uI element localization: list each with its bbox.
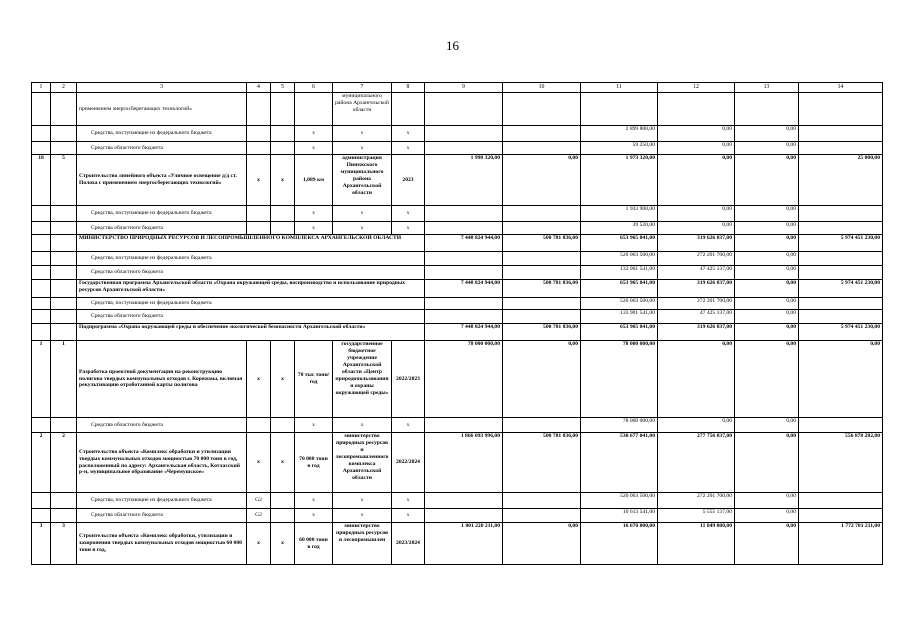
table-cell: 7 448 824 944,00 (425, 324, 503, 341)
table-cell (32, 310, 51, 324)
table-cell: 0,00 (735, 341, 799, 418)
table-cell: администрация Пинежского муниципального района Архангельской области (333, 155, 392, 206)
table-cell (247, 126, 271, 142)
table-cell: 0,00 (735, 493, 799, 509)
table-cell (51, 298, 77, 310)
table-cell: 520 063 500,00 (581, 298, 658, 310)
table-cell (271, 222, 295, 235)
table-row (32, 324, 883, 341)
table-cell: x (271, 433, 295, 493)
table-cell: 59 250,00 (581, 142, 658, 155)
table-cell: x (333, 418, 392, 433)
table-cell: x (271, 341, 295, 418)
table-cell: 0,00 (735, 222, 799, 235)
table-cell (51, 93, 77, 126)
table-row (32, 310, 883, 324)
funding-source-label: Средства, поступающие из федерального бюджета (77, 252, 425, 266)
table-row (32, 418, 883, 433)
table-cell: 0,00 (658, 341, 735, 418)
table-cell (799, 252, 883, 266)
table-cell: государственное бюджетное учреждение Архангельской области «Центр природопользования и охраны окружающей среды» (333, 341, 392, 418)
table-cell (799, 206, 883, 222)
table-cell (247, 418, 271, 433)
table-cell (799, 493, 883, 509)
table-cell (503, 252, 581, 266)
object-name: Строительство объекта «Комплекс обработки, утилизации и захоронения твердых коммунальных отходов мощностью 60 000 тонн в год, (77, 523, 247, 565)
table-row (32, 266, 883, 280)
table-cell (51, 266, 77, 280)
table-cell (32, 235, 51, 252)
table-cell: 60 000 тонн в год (295, 523, 333, 565)
table-cell: 11 849 000,00 (658, 523, 735, 565)
table-cell: x (295, 509, 333, 523)
table-cell (799, 509, 883, 523)
table-row (32, 298, 883, 310)
table-cell (32, 206, 51, 222)
table-cell (32, 93, 51, 126)
table-row (32, 280, 883, 298)
table-cell (271, 93, 295, 126)
table-cell: 2 (32, 433, 51, 493)
table-cell (658, 93, 735, 126)
table-cell: x (392, 509, 425, 523)
table-cell: 133 901 541,00 (581, 310, 658, 324)
table-cell: 319 626 837,00 (658, 280, 735, 298)
table-cell (503, 142, 581, 155)
table-cell: 18 (32, 155, 51, 206)
table-cell: G2 (247, 509, 271, 523)
table-cell: 2023/2024 (392, 523, 425, 565)
column-header: 3 (77, 83, 247, 93)
table-cell: 25 000,00 (799, 155, 883, 206)
table-row (32, 93, 883, 126)
table-cell: 1 933 900,00 (581, 206, 658, 222)
funding-source-label: Средства областного бюджета (77, 222, 247, 235)
column-header: 5 (271, 83, 295, 93)
budget-table (31, 82, 883, 565)
table-cell: 2 899 800,00 (581, 126, 658, 142)
column-header: 12 (658, 83, 735, 93)
table-cell: 2 (51, 433, 77, 493)
column-header: 13 (735, 83, 799, 93)
table-cell (32, 298, 51, 310)
table-cell (503, 206, 581, 222)
table-cell (271, 206, 295, 222)
table-cell (271, 126, 295, 142)
table-cell: 500 781 836,00 (503, 433, 581, 493)
table-cell: 3 (51, 523, 77, 565)
table-cell (51, 235, 77, 252)
table-cell (51, 252, 77, 266)
table-cell (425, 142, 503, 155)
table-cell: 0,00 (658, 126, 735, 142)
table-cell: 653 965 041,00 (581, 280, 658, 298)
table-cell: x (392, 418, 425, 433)
table-cell: 0,00 (503, 341, 581, 418)
table-cell (425, 93, 503, 126)
table-cell: 5 (51, 155, 77, 206)
table-cell: 500 781 836,00 (503, 280, 581, 298)
table-cell (425, 266, 503, 280)
table-cell: 0,00 (735, 310, 799, 324)
table-cell: 1,089 км (295, 155, 333, 206)
table-cell (271, 142, 295, 155)
table-cell: 520 063 500,00 (581, 493, 658, 509)
table-cell (51, 509, 77, 523)
table-cell: x (333, 493, 392, 509)
table-cell: x (295, 418, 333, 433)
table-cell (799, 310, 883, 324)
column-header: 7 (333, 83, 392, 93)
table-cell: x (295, 126, 333, 142)
table-cell (51, 206, 77, 222)
table-cell: 0,00 (658, 206, 735, 222)
table-row (32, 252, 883, 266)
table-cell: 78 000 000,00 (425, 341, 503, 418)
table-row (32, 155, 883, 206)
table-cell (51, 222, 77, 235)
table-cell (503, 266, 581, 280)
table-cell (32, 493, 51, 509)
table-cell (799, 222, 883, 235)
table-cell: 0,00 (735, 298, 799, 310)
table-cell: 0,00 (735, 523, 799, 565)
table-cell (247, 206, 271, 222)
table-cell (503, 509, 581, 523)
table-cell (799, 142, 883, 155)
funding-source-label: Средства областного бюджета (77, 509, 247, 523)
object-name: Разработка проектной документации на реконструкцию полигона твердых коммунальных отходов г. Коряжмы, включая рекультивацию отработанной карты полигона (77, 341, 247, 418)
column-header: 11 (581, 83, 658, 93)
section-title: МИНИСТЕРСТВО ПРИРОДНЫХ РЕСУРСОВ И ЛЕСОПРОМЫШЛЕННОГО КОМПЛЕКСА АРХАНГЕЛЬСКОЙ ОБЛАСТИ (77, 235, 425, 252)
table-cell: 1 998 320,00 (425, 155, 503, 206)
table-cell: 47 425 137,00 (658, 266, 735, 280)
column-header: 8 (392, 83, 425, 93)
table-cell: 0,00 (735, 235, 799, 252)
table-cell: 2023 (392, 155, 425, 206)
table-cell: x (333, 206, 392, 222)
table-cell: x (271, 523, 295, 565)
table-cell (32, 509, 51, 523)
table-cell: 520 063 500,00 (581, 252, 658, 266)
table-cell: 277 756 837,00 (658, 433, 735, 493)
table-cell: x (247, 433, 271, 493)
table-cell (271, 418, 295, 433)
table-cell: 0,00 (799, 341, 883, 418)
table-cell: 272 201 700,00 (658, 493, 735, 509)
table-cell: 1 (32, 341, 51, 418)
table-cell: 47 425 137,00 (658, 310, 735, 324)
table-cell: 0,00 (735, 324, 799, 341)
table-cell (503, 298, 581, 310)
table-cell (247, 93, 271, 126)
table-cell: 78 000 000,00 (581, 341, 658, 418)
table-cell: 0,00 (658, 222, 735, 235)
table-cell: x (392, 126, 425, 142)
table-cell: x (247, 155, 271, 206)
table-cell (425, 252, 503, 266)
funding-source-label: Средства, поступающие из федерального бюджета (77, 493, 247, 509)
table-cell: 2022/2024 (392, 433, 425, 493)
funding-source-label: Средства, поступающие из федерального бюджета (77, 298, 425, 310)
table-cell (392, 93, 425, 126)
table-cell: 0,00 (503, 155, 581, 206)
funding-source-label: Средства областного бюджета (77, 142, 247, 155)
table-cell: 5 974 451 230,00 (799, 280, 883, 298)
table-cell: 1 866 093 996,00 (425, 433, 503, 493)
table-cell (425, 310, 503, 324)
table-cell (51, 126, 77, 142)
table-cell: министерство природных ресурсов и лесопромышленного комплекса Архангельской области (333, 433, 392, 493)
table-cell (247, 142, 271, 155)
table-row (32, 509, 883, 523)
table-cell (32, 252, 51, 266)
table-cell: 0,00 (735, 509, 799, 523)
table-cell: 556 878 282,00 (799, 433, 883, 493)
table-cell: 0,00 (735, 206, 799, 222)
table-cell (799, 93, 883, 126)
table-cell: 133 901 541,00 (581, 266, 658, 280)
table-cell (425, 298, 503, 310)
funding-source-label: Средства областного бюджета (77, 310, 425, 324)
table-cell: x (392, 142, 425, 155)
table-row (32, 235, 883, 252)
table-cell (51, 324, 77, 341)
table-cell: 1 772 701 211,00 (799, 523, 883, 565)
table-cell: 5 974 451 230,00 (799, 235, 883, 252)
table-cell (799, 418, 883, 433)
funding-source-label: Средства областного бюджета (77, 418, 247, 433)
table-cell (503, 418, 581, 433)
table-cell: 3 (32, 523, 51, 565)
object-name: Строительство объекта «Комплекс обработки и утилизации твердых коммунальных отходов мощностью 70 000 тонн в год, расположенный по адресу: Архангельская область, Котласский р-н, муниципальное образование «Черемушское» (77, 433, 247, 493)
table-cell: 500 781 836,00 (503, 324, 581, 341)
table-cell: 0,00 (658, 418, 735, 433)
table-cell: x (333, 509, 392, 523)
table-cell: 0,00 (658, 155, 735, 206)
table-cell: x (333, 142, 392, 155)
table-cell: x (333, 126, 392, 142)
table-cell: 10 613 541,00 (581, 509, 658, 523)
table-cell: 7 448 824 944,00 (425, 280, 503, 298)
table-cell: 39 520,00 (581, 222, 658, 235)
table-cell: 5 555 137,00 (658, 509, 735, 523)
program-title: Подпрограмма «Охрана окружающей среды и обеспечение экологической безопасности Архангельской области» (77, 324, 425, 341)
table-cell: x (333, 222, 392, 235)
table-row (32, 206, 883, 222)
table-cell: x (295, 222, 333, 235)
table-cell: 0,00 (735, 266, 799, 280)
table-cell: x (392, 493, 425, 509)
object-name: применением энергосберегающих технологий» (77, 93, 247, 126)
table-cell (51, 418, 77, 433)
table-cell: 500 781 836,00 (503, 235, 581, 252)
table-cell (247, 222, 271, 235)
object-name: Строительство линейного объекта «Уличное освещение д/д ст. Полоха с применением энергосберегающих технологий» (77, 155, 247, 206)
table-cell: 7 448 824 944,00 (425, 235, 503, 252)
table-cell (32, 266, 51, 280)
table-cell: 0,00 (658, 142, 735, 155)
table-cell (32, 418, 51, 433)
table-cell (425, 222, 503, 235)
table-cell: 16 670 000,00 (581, 523, 658, 565)
table-cell (271, 493, 295, 509)
header-row (32, 83, 883, 93)
table-cell: 0,00 (735, 126, 799, 142)
table-cell: 272 201 700,00 (658, 298, 735, 310)
table-cell (32, 280, 51, 298)
column-header: 14 (799, 83, 883, 93)
table-cell (425, 126, 503, 142)
table-cell (425, 206, 503, 222)
table-cell: 70 000 тонн в год (295, 433, 333, 493)
table-cell (799, 266, 883, 280)
program-title: Государственная программа Архангельской области «Охрана окружающей среды, воспроизводство и использование природных ресурсов Архангельской области» (77, 280, 425, 298)
page-number: 16 (446, 38, 459, 53)
column-header: 9 (425, 83, 503, 93)
table-cell: G2 (247, 493, 271, 509)
table-row (32, 493, 883, 509)
table-cell (503, 93, 581, 126)
table-row (32, 433, 883, 493)
table-cell (51, 310, 77, 324)
table-row (32, 142, 883, 155)
table-cell: 319 626 837,00 (658, 324, 735, 341)
table-cell: муниципального района Архангельской области (333, 93, 392, 126)
table-cell (799, 298, 883, 310)
table-cell (799, 126, 883, 142)
table-row (32, 341, 883, 418)
table-cell: 272 201 700,00 (658, 252, 735, 266)
table-cell: x (247, 341, 271, 418)
table-cell: 0,00 (735, 142, 799, 155)
column-header: 10 (503, 83, 581, 93)
table-cell: 0,00 (735, 418, 799, 433)
table-cell: 2022/2023 (392, 341, 425, 418)
table-cell: x (392, 222, 425, 235)
table-row (32, 523, 883, 565)
table-cell: 653 965 041,00 (581, 235, 658, 252)
table-cell: 1 (51, 341, 77, 418)
table-cell (32, 142, 51, 155)
table-row (32, 222, 883, 235)
table-cell: министерство природных ресурсов и лесопромышлен (333, 523, 392, 565)
table-cell (425, 418, 503, 433)
table-cell (51, 280, 77, 298)
column-header: 2 (51, 83, 77, 93)
table-cell: 0,00 (735, 252, 799, 266)
table-cell: x (247, 523, 271, 565)
table-cell (503, 126, 581, 142)
table-cell: 530 677 041,00 (581, 433, 658, 493)
table-cell (503, 310, 581, 324)
table-cell: 1 801 220 211,00 (425, 523, 503, 565)
table-cell (295, 93, 333, 126)
table-cell (51, 493, 77, 509)
table-cell: x (295, 493, 333, 509)
table-cell: x (392, 206, 425, 222)
table-row (32, 126, 883, 142)
table-cell: 5 974 451 230,00 (799, 324, 883, 341)
table-cell: 0,00 (735, 155, 799, 206)
column-header: 1 (32, 83, 51, 93)
table-cell: 1 973 320,00 (581, 155, 658, 206)
table-cell: 653 965 041,00 (581, 324, 658, 341)
column-header: 6 (295, 83, 333, 93)
table-cell (51, 142, 77, 155)
table-cell (32, 222, 51, 235)
table-cell (581, 93, 658, 126)
table-cell: x (271, 155, 295, 206)
table-cell: 0,00 (735, 280, 799, 298)
table-cell (32, 324, 51, 341)
table-cell: 78 000 000,00 (581, 418, 658, 433)
table-cell: 319 626 837,00 (658, 235, 735, 252)
funding-source-label: Средства областного бюджета (77, 266, 425, 280)
table-cell: 0,00 (735, 433, 799, 493)
table-cell (425, 509, 503, 523)
table-cell: 0,00 (503, 523, 581, 565)
column-header: 4 (247, 83, 271, 93)
table-cell (271, 509, 295, 523)
funding-source-label: Средства, поступающие из федерального бюджета (77, 126, 247, 142)
table-cell: x (295, 142, 333, 155)
table-cell: x (295, 206, 333, 222)
table-cell: 70 тыс тонн/год (295, 341, 333, 418)
table-cell (32, 126, 51, 142)
table-cell (735, 93, 799, 126)
table-cell (503, 222, 581, 235)
table-cell (425, 493, 503, 509)
table-cell (503, 493, 581, 509)
funding-source-label: Средства, поступающие из федерального бюджета (77, 206, 247, 222)
